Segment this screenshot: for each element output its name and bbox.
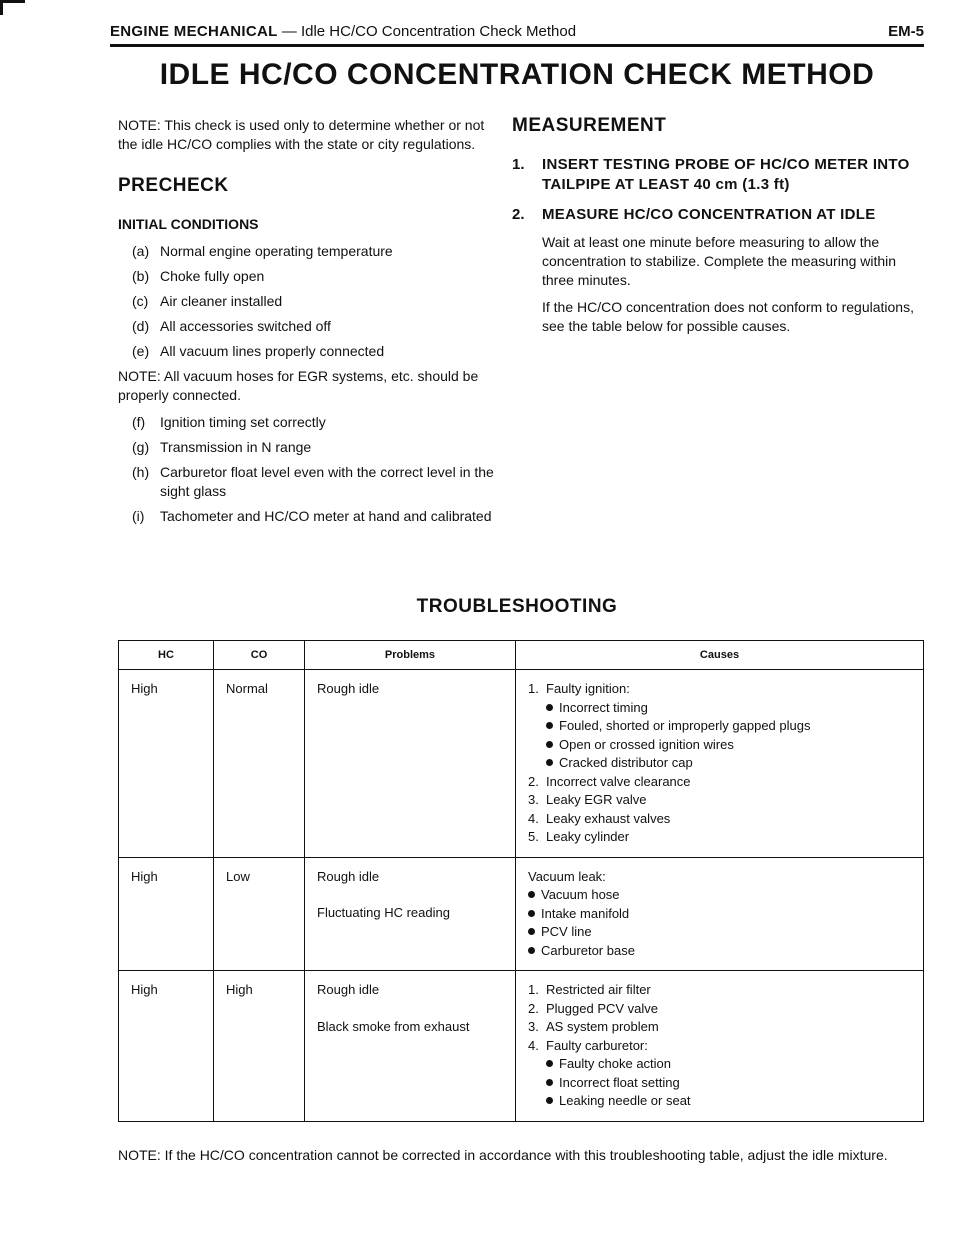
cause-item [528,1018,915,1037]
column-header-hc: HC [119,641,214,670]
running-header-left [110,23,576,40]
spacer [317,886,507,904]
cause-subitem-text: Leaking needle or seat [559,1093,691,1108]
intro-note: NOTE: This check is used only to determine whether or not the idle HC/CO complies with the state or city regulations. [118,117,485,152]
cell-problems [305,971,516,1122]
step-2-paragraph-1: Wait at least one minute before measuring to allow the concentration to stabilize. Complete the measuring within three minutes. [542,234,897,288]
cause-text: Faulty ignition: [546,681,630,696]
cause-subitem [528,754,915,773]
bullet-icon [528,891,535,898]
cell-co: Low [214,857,305,971]
bullet-icon [546,1060,553,1067]
step-1-body [542,155,924,195]
cause-subitem [528,1074,915,1093]
cell-causes [516,971,924,1122]
step-1-title: INSERT TESTING PROBE OF HC/CO METER INTO TAILPIPE AT LEAST 40 cm (1.3 ft) [542,156,910,193]
step-2-body [542,205,924,336]
bullet-icon [546,704,553,711]
cell-co: High [214,971,305,1122]
measurement-heading: MEASUREMENT [512,115,667,136]
condition-key: (h) [132,464,150,480]
cause-text: Leaky exhaust valves [546,810,671,826]
condition-item [118,438,496,457]
footer-note: NOTE: If the HC/CO concentration cannot be corrected in accordance with this troubleshooting table, adjust the idle mixture. [118,1147,888,1163]
step-2-title: MEASURE HC/CO CONCENTRATION AT IDLE [542,206,876,223]
cause-text: Leaky EGR valve [546,792,647,807]
cause-number: 2. [528,773,539,789]
cause-subitem-text: Intake manifold [541,905,630,921]
problem-text: Fluctuating HC reading [317,905,450,920]
cause-item [528,791,915,810]
cause-item [528,828,915,847]
condition-text: Carburetor float level even with the correct level in the sight glass [160,464,494,499]
page-title: IDLE HC/CO CONCENTRATION CHECK METHOD [159,58,875,91]
condition-text: Choke fully open [160,268,265,284]
cause-subitem [528,886,915,905]
condition-text: Air cleaner installed [160,293,283,309]
problem-text: Rough idle [317,868,380,884]
cause-item [528,1037,915,1056]
cause-item [528,680,915,699]
cell-problems [305,857,516,971]
cause-number: 5. [528,829,539,844]
condition-item [118,507,496,526]
cause-subitem [528,1055,915,1074]
cause-item [528,810,915,829]
column-header-co: CO [214,641,305,670]
cell-causes [516,670,924,858]
condition-text: All accessories switched off [160,318,331,334]
table-row [119,857,924,971]
problem-text: Black smoke from exhaust [317,1018,470,1034]
cause-text: Incorrect valve clearance [546,773,691,789]
cell-problems [305,670,516,858]
bullet-icon [546,1079,553,1086]
condition-key: (a) [132,243,150,259]
cause-subitem-text: Vacuum hose [541,887,620,902]
cell-hc: High [119,670,214,858]
cause-subitem [528,736,915,755]
bullet-icon [528,910,535,917]
cause-text: Plugged PCV valve [546,1000,659,1016]
left-column [118,116,496,532]
cause-subitem-text: Carburetor base [541,942,635,958]
cause-subitem [528,699,915,718]
condition-item [118,267,496,286]
condition-item [118,242,496,261]
cause-subitem-text: Open or crossed ignition wires [559,736,734,752]
condition-item [118,463,496,501]
condition-key: (d) [132,318,150,334]
table-header-row [119,641,924,670]
cause-number: 1. [528,681,539,696]
cause-item [528,773,915,792]
column-header-problems: Problems [305,641,516,670]
bullet-icon [546,759,553,766]
condition-item [118,292,496,311]
cause-text: Faulty carburetor: [546,1037,648,1053]
cause-item [528,981,915,1000]
cause-subitem-text: Cracked distributor cap [559,755,693,770]
cause-subitem-text: PCV line [541,924,592,939]
problem-text: Rough idle [317,982,380,997]
problem-text: Rough idle [317,681,380,696]
bullet-icon [528,947,535,954]
cause-subitem [528,923,915,942]
condition-item [118,413,496,432]
bullet-icon [546,741,553,748]
condition-text: Normal engine operating temperature [160,243,393,259]
cause-item [528,1000,915,1019]
cause-subitem-text: Faulty choke action [559,1056,672,1071]
condition-key: (f) [132,414,146,430]
condition-text: Tachometer and HC/CO meter at hand and calibrated [160,508,492,524]
cause-subitem-text: Fouled, shorted or improperly gapped plugs [559,718,811,733]
header-topic: Idle HC/CO Concentration Check Method [300,23,577,40]
condition-key: (g) [132,439,150,455]
cause-number: 3. [528,792,539,807]
bullet-icon [546,722,553,729]
cause-subitem [528,717,915,736]
troubleshooting-table [118,640,924,1122]
precheck-heading: PRECHECK [118,175,229,196]
cause-number: 4. [528,810,539,826]
cause-number: 4. [528,1037,539,1053]
step-1-number: 1. [512,156,525,173]
cause-number: 2. [528,1000,539,1016]
cell-causes [516,857,924,971]
conditions-list-a [118,242,496,361]
table-row [119,971,924,1122]
cause-subitem-text: Incorrect float setting [559,1074,680,1090]
condition-item [118,342,496,361]
condition-key: (c) [132,293,149,309]
cause-text: Leaky cylinder [546,829,630,844]
conditions-list-b [118,413,496,526]
step-2 [512,205,924,336]
vacuum-note: NOTE: All vacuum hoses for EGR systems, etc. should be properly connected. [118,368,479,403]
cause-title: Vacuum leak: [528,868,606,884]
header-rule [110,44,924,47]
cell-hc: High [119,857,214,971]
condition-text: All vacuum lines properly connected [160,343,385,359]
right-column [512,116,924,346]
header-section: ENGINE MECHANICAL [110,23,278,40]
header-separator: — [281,23,297,40]
step-2-number: 2. [512,206,525,223]
cause-text: AS system problem [546,1019,659,1034]
cause-number: 3. [528,1019,539,1034]
cause-number: 1. [528,982,539,997]
step-1 [512,155,924,195]
cause-text: Restricted air filter [546,982,651,997]
condition-key: (i) [132,508,145,524]
step-2-paragraph-2: If the HC/CO concentration does not conform to regulations, see the table below for possible causes. [542,299,914,334]
page-corner-mark [0,0,25,15]
page-number: EM-5 [888,23,924,40]
condition-key: (b) [132,268,150,284]
spacer [317,1000,507,1018]
cell-co: Normal [214,670,305,858]
troubleshooting-heading: TROUBLESHOOTING [416,596,618,617]
cause-subitem [528,905,915,924]
cell-hc: High [119,971,214,1122]
condition-text: Ignition timing set correctly [160,414,326,430]
column-header-causes: Causes [516,641,924,670]
cause-subitem-text: Incorrect timing [559,699,648,715]
running-header [110,16,924,40]
table-row [119,670,924,858]
cause-subitem [528,942,915,961]
bullet-icon [546,1097,553,1104]
condition-text: Transmission in N range [160,439,312,455]
cause-subitem [528,1092,915,1111]
condition-key: (e) [132,343,150,359]
condition-item [118,317,496,336]
bullet-icon [528,928,535,935]
initial-conditions-heading: INITIAL CONDITIONS [118,216,259,232]
